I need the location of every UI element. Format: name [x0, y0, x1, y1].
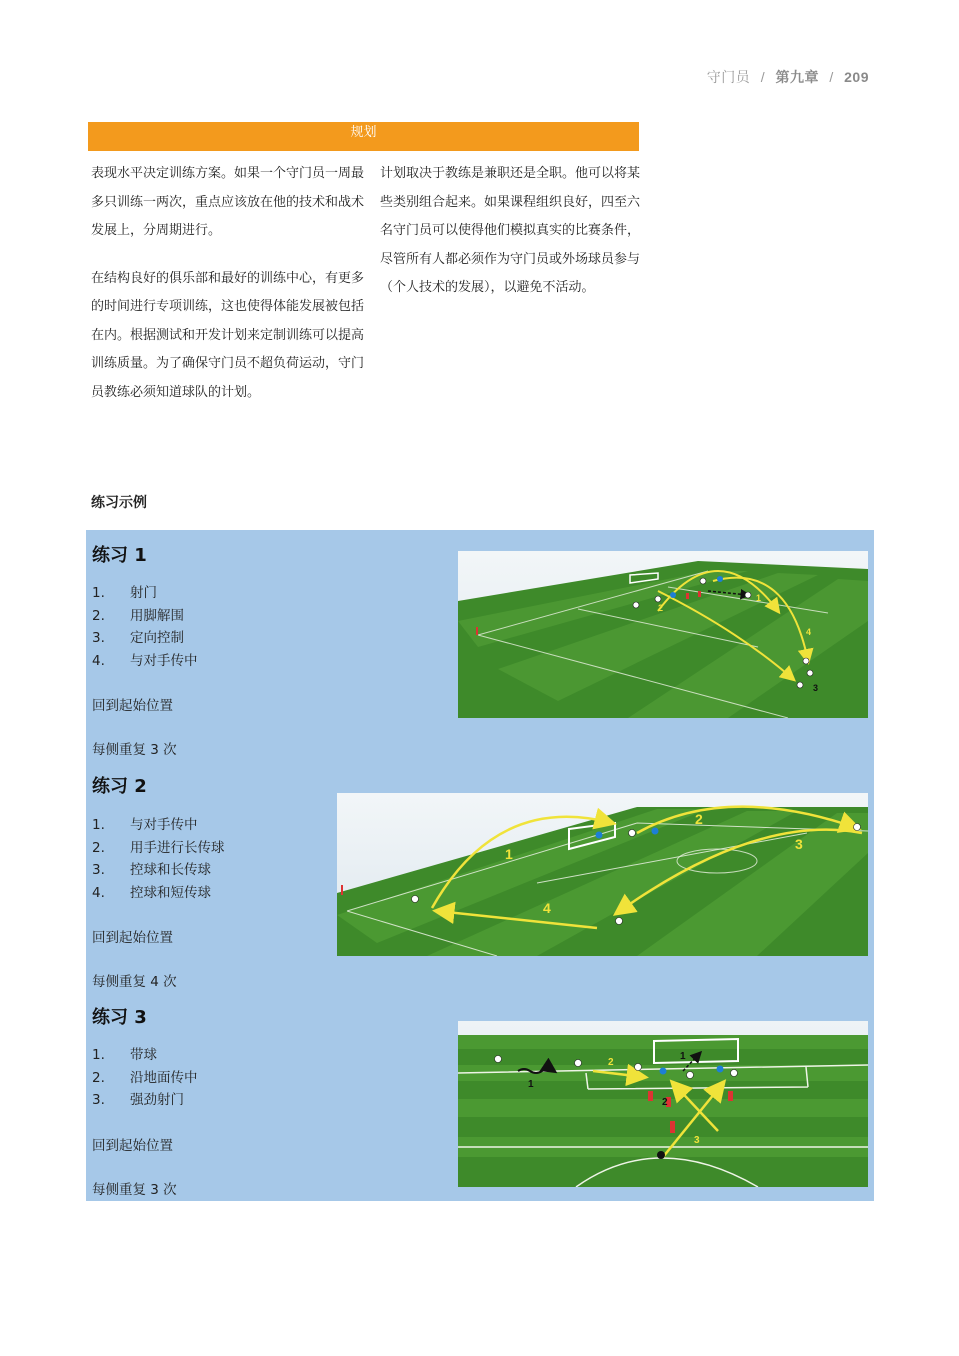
- exercise-2-repeat: 每侧重复 4 次: [92, 974, 177, 990]
- item-text: 控球和短传球: [130, 885, 211, 902]
- item-text: 沿地面传中: [130, 1069, 198, 1086]
- item-text: 带球: [130, 1047, 157, 1063]
- list-item: [92, 1067, 198, 1090]
- examples-heading: 练习示例: [91, 495, 147, 511]
- section-title: 规划: [350, 125, 377, 140]
- exercise-2-list: [92, 814, 225, 905]
- item-number: 2.: [92, 1069, 105, 1086]
- diagram-label: 4: [806, 627, 812, 637]
- exercise-1-diagram: [458, 551, 868, 718]
- list-item: [92, 1044, 198, 1067]
- body-column-right: [380, 160, 640, 303]
- exercise-2-title: 练习 2: [92, 776, 147, 797]
- item-text: 与对手传中: [130, 817, 198, 833]
- item-number: 3.: [92, 1092, 105, 1109]
- exercise-1-title: 练习 1: [92, 545, 147, 566]
- exercise-3-diagram: [458, 1021, 868, 1187]
- list-item: [92, 837, 225, 860]
- item-text: 用手进行长传球: [130, 839, 225, 856]
- body-column-left: [91, 160, 373, 407]
- list-item: [92, 605, 198, 628]
- exercise-2-return: 回到起始位置: [92, 930, 173, 946]
- diagram-label: 1: [505, 846, 513, 862]
- list-item: [92, 627, 198, 650]
- running-head: [707, 67, 869, 87]
- diagram-label: 2: [695, 811, 703, 827]
- list-item: [92, 1089, 198, 1112]
- item-text: 控球和长传球: [130, 862, 211, 879]
- diagram-label: 3: [795, 836, 803, 852]
- body-paragraph: 表现水平决定训练方案。如果一个守门员一周最多只训练一两次，重点应该放在他的技术和战术发展上，分周期进行。: [91, 166, 365, 238]
- diagram-label: 1: [528, 1079, 534, 1090]
- item-number: 4.: [92, 653, 105, 670]
- diagram-label: 3: [813, 683, 819, 693]
- body-paragraph: 计划取决于教练是兼职还是全职。他可以将某些类别组合起来。如果课程组织良好，四至六名守门员可以使得他们模拟真实的比赛条件，尽管所有人都必须作为守门员或外场球员参与（个人技术的发展），以避免不活动。: [380, 166, 641, 295]
- running-head-separator: /: [829, 69, 834, 85]
- diagram-label: 2: [662, 1097, 668, 1108]
- item-number: 1.: [92, 817, 105, 833]
- exercise-1-return: 回到起始位置: [92, 698, 173, 714]
- page-number: 209: [844, 69, 869, 85]
- item-number: 4.: [92, 885, 105, 902]
- exercise-1-list: [92, 582, 198, 673]
- diagram-label: 1: [756, 593, 762, 603]
- running-head-separator: /: [760, 69, 766, 85]
- item-number: 2.: [92, 839, 105, 856]
- item-number: 1.: [92, 585, 105, 601]
- body-paragraph: 在结构良好的俱乐部和最好的训练中心，有更多的时间进行专项训练，这也使得体能发展被包括在内。根据测试和开发计划来定制训练可以提高训练质量。为了确保守门员不超负荷运动，守门员教练必须知道球队的计划。: [91, 270, 365, 400]
- diagram-label: 3: [694, 1135, 700, 1146]
- running-head-chapter: 第九章: [775, 69, 819, 85]
- list-item: [92, 882, 225, 905]
- exercise-3-return: 回到起始位置: [92, 1138, 173, 1154]
- item-text: 定向控制: [130, 630, 184, 647]
- list-item: [92, 814, 225, 837]
- item-text: 用脚解围: [130, 607, 184, 624]
- exercise-2-diagram: [337, 793, 868, 956]
- item-number: 3.: [92, 630, 105, 647]
- exercise-1-repeat: 每侧重复 3 次: [92, 742, 177, 758]
- running-head-book: 守门员: [706, 69, 751, 85]
- exercise-3-repeat: 每侧重复 3 次: [92, 1182, 177, 1198]
- exercise-3-title: 练习 3: [92, 1007, 147, 1028]
- item-text: 强劲射门: [130, 1092, 184, 1109]
- diagram-label: 1: [680, 1051, 686, 1062]
- list-item: [92, 650, 198, 673]
- diagram-label: 2: [608, 1057, 614, 1068]
- item-number: 1.: [92, 1047, 105, 1063]
- exercise-3-list: [92, 1044, 198, 1112]
- item-text: 射门: [130, 585, 157, 601]
- diagram-label: 4: [543, 900, 551, 916]
- item-number: 2.: [92, 607, 105, 624]
- item-text: 与对手传中: [130, 653, 198, 670]
- section-title-bar: [88, 122, 639, 151]
- diagram-label: 2: [658, 603, 664, 613]
- item-number: 3.: [92, 862, 105, 879]
- exercise-panel: [86, 530, 874, 1201]
- list-item: [92, 859, 225, 882]
- list-item: [92, 582, 198, 605]
